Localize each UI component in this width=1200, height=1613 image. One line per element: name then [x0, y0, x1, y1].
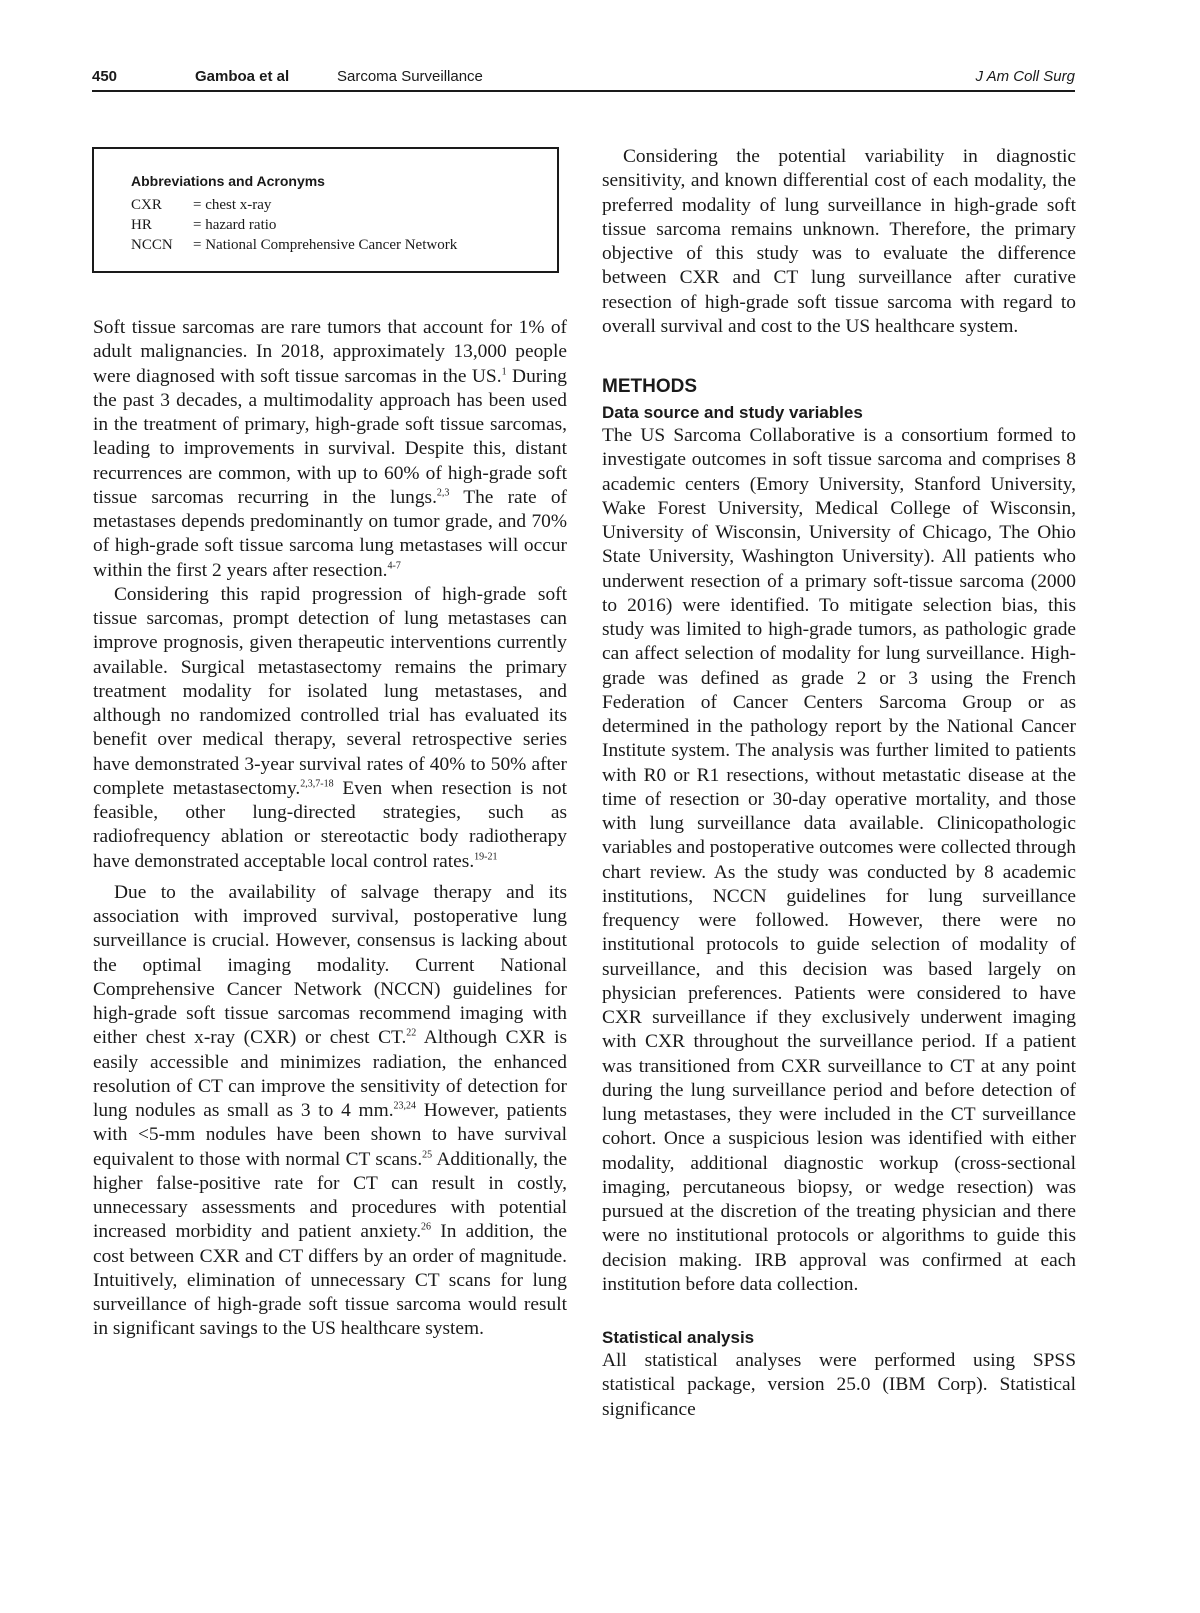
text-run: Although CXR is easily accessible and minimizes radiation, the enhanced resolution of CT can improve the sensitivity of detection for lung nodules as small as 3 to 4 mm.	[93, 1027, 567, 1121]
intro-paragraph-2	[93, 583, 567, 874]
abbreviations-title: Abbreviations and Acronyms	[131, 173, 325, 189]
methods-paragraph: The US Sarcoma Collaborative is a consortium formed to investigate outcomes in soft tissue sarcoma and comprises 8 academic centers (Emory University, Stanford University, Wake Forest University, Medical College of Wisconsin, University of Wisconsin, University of Chicago, The Ohio State University, Washington University). All patients who underwent resection of a primary soft-tissue sarcoma (2000 to 2016) were identified. To mitigate selection bias, this study was limited to high-grade tumors, as pathologic grade can affect selection of modality for lung surveillance. High-grade was defined as grade 2 or 3 using the French Federation of Cancer Centers Sarcoma Group or as determined in the pathology report by the National Cancer Institute system. The analysis was further limited to patients with R0 or R1 resections, without metastatic disease at the time of resection or 30-day operative mortality, and those with lung surveillance data available. Clinicopathologic variables and postoperative outcomes were collected through chart review. As the study was conducted by 8 academic institutions, NCCN guidelines for lung surveillance frequency were followed. However, there were no institutional protocols to guide selection of modality of surveillance, and this decision was based largely on physician preferences. Patients were considered to have CXR surveillance if they exclusively underwent imaging with CXR throughout the surveillance period. If a patient was transitioned from CXR surveillance to CT at any point during the lung surveillance period and before detection of lung metastases, they were included in the CT surveillance cohort. Once a suspicious lesion was identified with either modality, additional diagnostic workup (cross-sectional imaging, percutaneous biopsy, or wedge resection) was pursued at the discretion of the treating physician and there were no institutional protocols or algorithms to guide this decision making. IRB approval was confirmed at each institution before data collection.	[602, 425, 1076, 1295]
citation: 2,3,7-18	[300, 778, 334, 790]
abbreviation-term: NCCN	[131, 237, 173, 253]
abbreviation-row	[131, 217, 276, 234]
intro-paragraph-1	[93, 316, 567, 583]
text-run: In addition, the cost between CXR and CT differs by an order of magnitude. Intuitively, elimination of unnecessary CT scans for lung surveillance of high-grade soft tissue sarcoma would result in significant savings to the US healthcare system.	[93, 1221, 567, 1340]
data-source-heading: Data source and study variables	[602, 403, 863, 422]
statistics-paragraph: All statistical analyses were performed using SPSS statistical package, version 25.0 (IBM Corp). Statistical significance	[602, 1350, 1076, 1420]
statistical-analysis-heading: Statistical analysis	[602, 1328, 755, 1347]
running-title: Sarcoma Surveillance	[337, 68, 483, 85]
text-run: During the past 3 decades, a multimodality approach has been used in the treatment of primary, high-grade soft tissue sarcomas, leading to improvements in survival. Despite this, distant recurrences are common, with up to 60% of high-grade soft tissue sarcomas recurring in the lungs.	[93, 365, 567, 508]
abbreviation-row	[131, 197, 271, 214]
text-run: Additionally, the higher false-positive rate for CT can result in costly, unnecessary assessments and procedures with potential increased morbidity and patient anxiety.	[93, 1148, 567, 1243]
citation: 4-7	[387, 560, 401, 572]
citation: 2,3	[436, 487, 450, 499]
methods-heading: METHODS	[602, 376, 697, 397]
citation: 1	[501, 366, 507, 378]
abbreviation-definition: = chest x-ray	[193, 197, 272, 213]
citation: 26	[421, 1221, 432, 1233]
text-run: The rate of metastases depends predominantly on tumor grade, and 70% of high-grade soft tissue sarcoma lung metastases will occur within the first 2 years after resection.	[93, 486, 567, 581]
text-run: Considering this rapid progression of high-grade soft tissue sarcomas, prompt detection of lung metastases can improve prognosis, given therapeutic interventions currently available. Surgical metastasectomy remains the primary treatment modality for isolated lung metastases, and although no randomized controlled trial has evaluated its benefit over medical therapy, several retrospective series have demonstrated 3-year survival rates of 40% to 50% after complete metastasectomy.	[93, 583, 567, 799]
intro-paragraph-4: Considering the potential variability in diagnostic sensitivity, and known differential cost of each modality, the preferred modality of lung surveillance in high-grade soft tissue sarcoma remains unknown. Therefore, the primary objective of this study was to evaluate the difference between CXR and CT lung surveillance after curative resection of high-grade soft tissue sarcoma with regard to overall survival and cost to the US healthcare system.	[602, 146, 1076, 337]
page-number: 450	[92, 68, 118, 85]
abbreviation-definition: = National Comprehensive Cancer Network	[193, 237, 458, 253]
text-run: Soft tissue sarcomas are rare tumors that account for 1% of adult malignancies. In 2018, approximately 13,000 people were diagnosed with soft tissue sarcomas in the US.	[93, 317, 567, 387]
text-run: Even when resection is not feasible, other lung-directed strategies, such as radiofrequency ablation or stereotactic body radiotherapy have demonstrated acceptable local control rates.	[93, 777, 567, 872]
citation: 22	[406, 1027, 417, 1039]
abbreviation-definition: = hazard ratio	[193, 217, 277, 233]
abbreviation-term: HR	[131, 217, 152, 233]
text-run: Due to the availability of salvage therapy and its association with improved survival, postoperative lung surveillance is crucial. However, consensus is lacking about the optimal imaging modality. Current National Comprehensive Cancer Network (NCCN) guidelines for high-grade soft tissue sarcomas recommend imaging with either chest x-ray (CXR) or chest CT.	[93, 881, 567, 1049]
citation: 23,24	[393, 1100, 417, 1112]
abbreviations-box	[92, 147, 559, 273]
citation: 25	[422, 1149, 433, 1161]
journal-name: J Am Coll Surg	[975, 68, 1075, 85]
right-column	[602, 145, 1076, 1422]
citation: 19-21	[474, 851, 498, 863]
left-column	[93, 316, 567, 1342]
abbreviation-term: CXR	[131, 197, 162, 213]
running-authors: Gamboa et al	[195, 68, 290, 85]
text-run: However, patients with <5-mm nodules have been shown to have survival equivalent to those with normal CT scans.	[93, 1100, 567, 1170]
abbreviation-row	[131, 237, 457, 254]
intro-paragraph-3	[93, 881, 567, 1342]
running-header	[92, 68, 1075, 92]
